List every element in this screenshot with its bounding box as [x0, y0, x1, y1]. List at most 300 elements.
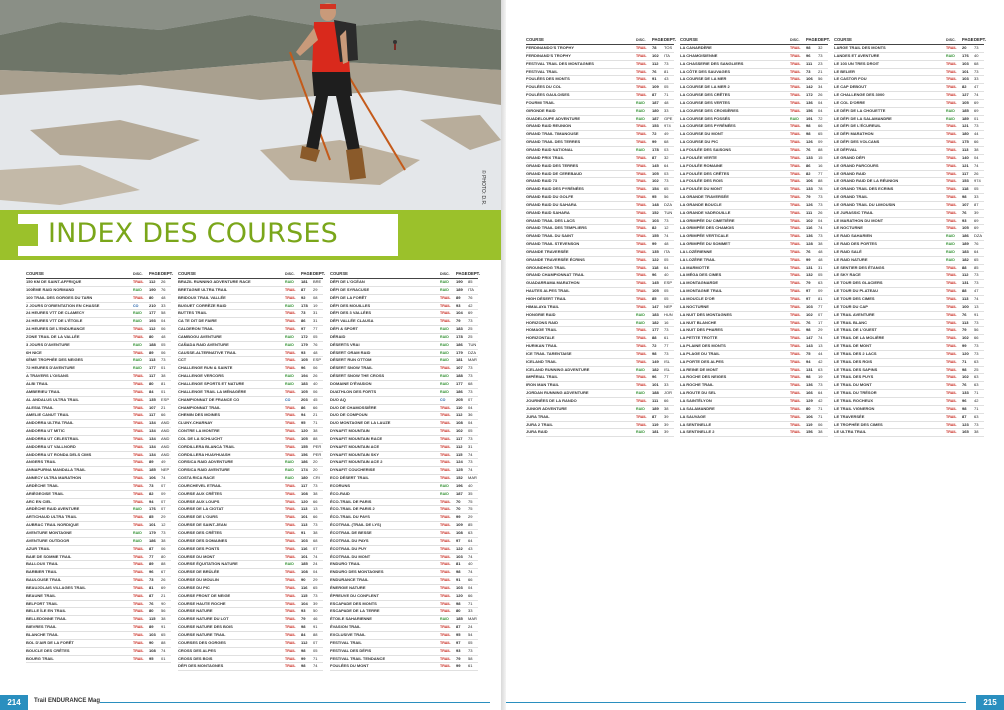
course-discipline: TRAIL: [133, 617, 144, 622]
course-dept: 74: [974, 162, 979, 168]
course-page: 87: [149, 545, 154, 551]
course-discipline: TRAIL: [440, 562, 451, 567]
course-discipline: TRAIL: [440, 515, 451, 520]
course-name: DYNAFIT COUCHERISE: [330, 467, 376, 473]
course-page: 113: [149, 357, 156, 363]
course-dept: 19: [818, 374, 823, 380]
course-dept: 66: [313, 404, 318, 410]
index-row: [330, 342, 478, 350]
course-name: ZONE TRAIL DE LA VALLÉE: [26, 333, 80, 339]
course-page: 106: [806, 178, 813, 184]
course-page: 87: [456, 624, 461, 630]
index-row: [834, 155, 984, 163]
index-row: [526, 422, 674, 430]
course-name: CLUNY-CHARNAY: [178, 420, 213, 426]
course-discipline: RAID: [285, 334, 294, 339]
course-dept: 38: [313, 428, 318, 434]
course-discipline: CO: [440, 397, 446, 402]
course-name: CORSICA RAID ADVENTURE: [178, 459, 234, 465]
course-discipline: TRAIL: [636, 297, 647, 301]
course-name: 24 HEURES VTT DE L'ÉTOILE: [26, 318, 83, 324]
course-dept: 87: [974, 201, 979, 207]
course-dept: 04: [818, 107, 823, 113]
course-name: AMBERIEU TRAIL: [26, 388, 61, 394]
course-dept: DZA: [468, 349, 476, 355]
course-dept: 88: [313, 435, 318, 441]
course-dept: 71: [313, 420, 318, 426]
course-dept: 40: [468, 482, 473, 488]
course-dept: 29: [161, 514, 166, 520]
course-dept: 63: [974, 374, 979, 380]
course-discipline: TRAIL: [440, 656, 451, 661]
course-discipline: TRAIL: [440, 546, 451, 551]
course-page: 88: [962, 264, 967, 270]
index-row: [330, 412, 478, 420]
course-dept: 73: [818, 194, 823, 200]
course-discipline: RAID: [946, 249, 955, 254]
index-row: [834, 257, 984, 265]
index-row: [680, 163, 828, 171]
course-dept: 07: [468, 396, 473, 402]
course-name: GRAND TRAIL DES LACS: [526, 217, 575, 223]
course-dept: ISL: [664, 366, 671, 372]
course-dept: 73: [161, 530, 166, 535]
column-header: [680, 36, 828, 45]
course-discipline: TRAIL: [636, 61, 647, 66]
course-dept: PER: [313, 451, 322, 457]
course-page: 100: [962, 303, 969, 309]
index-row: [680, 233, 828, 241]
course-discipline: TRAIL: [790, 297, 801, 301]
index-row: [178, 326, 323, 334]
course-discipline: TRAIL: [440, 601, 451, 606]
index-row: [680, 367, 828, 375]
course-name: LE BELIER: [834, 68, 855, 74]
course-page: 135: [149, 396, 156, 402]
course-page: 179: [149, 530, 156, 535]
index-row: [330, 475, 478, 483]
course-name: LE COL D'ORRE: [834, 99, 866, 105]
course-name: DÉFI DE SYRACUSE: [330, 286, 370, 292]
course-name: COURSE NATURE DU LOT: [178, 616, 229, 622]
course-page: 147: [806, 335, 813, 341]
index-row: [526, 374, 674, 382]
course-dept: 06: [313, 365, 318, 371]
course-dept: 04: [313, 569, 318, 575]
course-discipline: TRAIL: [946, 383, 957, 388]
course-discipline: TRAIL: [285, 664, 296, 669]
course-page: 155: [652, 233, 659, 239]
course-name: BARBIER TRAIL: [26, 569, 58, 575]
course-dept: 68: [664, 139, 669, 145]
course-dept: 74: [974, 296, 979, 301]
course-page: 172: [301, 333, 308, 339]
course-discipline: TRAIL: [790, 320, 801, 325]
course-dept: 74: [313, 663, 318, 669]
course-discipline: TRAIL: [133, 476, 144, 481]
index-row: [526, 108, 674, 116]
course-dept: 74: [468, 569, 473, 575]
course-dept: 05: [313, 333, 318, 339]
course-name: ÉCO-TRAIL DE PARIS: [330, 498, 372, 504]
course-dept: 78: [818, 186, 823, 192]
course-page: 106: [149, 475, 156, 481]
course-page: 131: [806, 264, 813, 270]
course-discipline: TRAIL: [133, 578, 144, 583]
course-name: DÉFI DES 3 VALLÉES: [330, 310, 372, 316]
course-page: 112: [456, 412, 463, 418]
course-page: 111: [652, 397, 659, 403]
course-page: 106: [806, 413, 813, 419]
course-dept: 26: [161, 279, 166, 284]
course-dept: 38: [974, 146, 979, 152]
course-dept: 66: [313, 514, 318, 520]
course-page: 87: [652, 154, 657, 160]
course-name: ENDURO TRAIL: [330, 561, 361, 567]
course-page: 103: [962, 60, 969, 66]
course-discipline: TRAIL: [636, 375, 647, 380]
course-name: COURSE DU MOULIN: [178, 577, 219, 583]
course-discipline: TRAIL: [285, 531, 296, 535]
course-dept: 29: [818, 327, 823, 333]
course-discipline: TRAIL: [285, 538, 296, 543]
course-dept: 31: [468, 443, 473, 449]
course-discipline: TRAIL: [636, 46, 647, 50]
index-row: [680, 225, 828, 233]
course-dept: 73: [468, 388, 473, 394]
course-page: 182: [652, 366, 659, 372]
course-page: 172: [806, 92, 813, 98]
course-dept: 74: [161, 475, 166, 481]
index-row: [526, 257, 674, 265]
course-dept: 42: [818, 397, 823, 403]
index-row: [330, 499, 478, 507]
course-name: LA PLAINE DES MONTS: [680, 343, 726, 349]
course-dept: 81: [161, 380, 166, 386]
course-name: LA CÔTE DES SAUVAGES: [680, 68, 731, 74]
index-row: [834, 61, 984, 69]
course-name: DÉSERT ORAM RAID: [330, 349, 371, 355]
index-row: [330, 663, 478, 671]
course-page: 93: [301, 349, 306, 355]
course-page: 106: [806, 76, 813, 82]
course-name: DUO DE COMPOUN: [330, 412, 368, 418]
course-page: 188: [456, 373, 463, 379]
course-discipline: TRAIL: [636, 249, 647, 254]
course-discipline: TRAIL: [133, 554, 144, 559]
course-page: 99: [456, 514, 461, 520]
course-name: CHAMPIONNAT TRAIL: [178, 404, 221, 410]
course-dept: 74: [468, 553, 473, 559]
course-dept: 71: [818, 405, 823, 411]
column-header: [26, 270, 171, 279]
index-row: [834, 218, 984, 226]
course-discipline: TRAIL: [946, 61, 957, 66]
course-dept: 13: [313, 506, 318, 512]
index-row: [834, 76, 984, 84]
index-row: [680, 100, 828, 108]
course-name: BELLE ÎLE EN TRAIL: [26, 608, 66, 614]
course-discipline: TRAIL: [790, 257, 801, 262]
course-page: 203: [301, 396, 308, 402]
course-discipline: TRAIL: [285, 287, 296, 292]
index-row: [178, 608, 323, 616]
course-discipline: TRAIL: [946, 46, 957, 50]
course-page: 126: [806, 201, 813, 207]
course-name: AVENTURE OUTDOOR: [26, 537, 70, 543]
course-page: 181: [301, 279, 308, 284]
course-page: 177: [652, 327, 659, 333]
course-dept: 73: [974, 68, 979, 74]
index-row: [834, 343, 984, 351]
course-dept: 05: [664, 288, 669, 294]
index-row: [834, 210, 984, 218]
course-dept: ISL: [664, 358, 671, 364]
course-name: LE TRAIL DE MONT: [834, 343, 872, 349]
course-discipline: TRAIL: [440, 531, 451, 535]
course-dept: 05: [161, 341, 166, 347]
left-footer: [0, 695, 501, 710]
course-discipline: RAID: [133, 319, 142, 324]
course-page: 109: [652, 84, 659, 90]
course-page: 110: [456, 404, 463, 410]
course-dept: 13: [974, 303, 979, 309]
course-name: BEAUJOLAIS VILLAGES TRAIL: [26, 584, 86, 590]
index-row: [526, 123, 674, 131]
index-row: [834, 249, 984, 257]
course-discipline: TRAIL: [946, 163, 957, 168]
index-row: [526, 272, 674, 280]
course-dept: 24: [468, 624, 473, 630]
course-discipline: TRAIL: [285, 429, 296, 434]
course-discipline: RAID: [285, 381, 294, 386]
index-row: [26, 640, 171, 648]
course-page: 105: [652, 170, 659, 176]
course-discipline: RAID: [133, 531, 142, 535]
course-page: 85: [652, 296, 657, 301]
index-row: [834, 406, 984, 414]
course-discipline: TRAIL: [133, 609, 144, 614]
course-page: 98: [652, 350, 657, 356]
course-page: 98: [962, 366, 967, 372]
course-dept: 07: [313, 545, 318, 551]
course-dept: 69: [974, 225, 979, 231]
course-name: FESTIVAL DES DÉFIS: [330, 647, 372, 653]
course-discipline: TRAIL: [946, 179, 957, 184]
course-dept: 40: [664, 272, 669, 278]
course-name: LA SENTINELLE 2: [680, 429, 715, 435]
course-discipline: TRAIL: [285, 366, 296, 371]
course-name: FESTIVAL TRAIL DES MONTAGNES: [526, 60, 594, 66]
course-page: 127: [962, 92, 969, 98]
course-discipline: TRAIL: [133, 280, 144, 284]
course-name: CHALLENGE RUN & SAINTE: [178, 365, 233, 371]
course-name: LA GRIMPÉE DU SOMMET: [680, 241, 731, 247]
index-row: [680, 249, 828, 257]
course-name: DYNAFIT MOUNTAIN SKY: [330, 451, 380, 457]
course-dept: MAR: [468, 357, 477, 363]
index-row: [178, 522, 323, 530]
course-page: 99: [806, 256, 811, 262]
course-dept: 58: [468, 655, 473, 661]
course-name: LE TRAIL AVENTURE: [834, 311, 875, 317]
course-dept: 73: [468, 365, 473, 371]
course-name: A TRAVERS L'OISANS: [26, 373, 69, 379]
index-row: [330, 648, 478, 656]
index-row: [526, 147, 674, 155]
course-discipline: RAID: [636, 312, 645, 317]
course-dept: 90: [161, 600, 166, 606]
course-discipline: TRAIL: [946, 398, 957, 403]
course-dept: DZA: [974, 233, 982, 239]
course-dept: 85: [468, 279, 473, 284]
index-row: [680, 131, 828, 139]
course-name: COURSE DE L'OURS: [178, 514, 218, 520]
course-discipline: TRAIL: [440, 554, 451, 559]
course-discipline: TRAIL: [636, 344, 647, 349]
course-name: 24 HEURES DE L'ENDURANCE: [26, 326, 85, 332]
course-page: 102: [962, 335, 969, 341]
course-name: LE TOUR DES GLACIERS: [834, 280, 883, 286]
course-name: LA GRIMPÉE DES CHAMOIS: [680, 225, 735, 231]
course-dept: 04: [818, 99, 823, 105]
course-name: ÉTOILE SAHARIENNE: [330, 616, 372, 622]
index-row: [680, 84, 828, 92]
course-discipline: TRAIL: [133, 648, 144, 653]
header-dept: DEPT.: [664, 37, 676, 42]
course-discipline: TRAIL: [946, 202, 957, 207]
course-discipline: TRAIL: [946, 77, 957, 82]
course-name: GRAND TRAIL DES TEMPLIERS: [526, 225, 587, 231]
course-name: FOULÉES DU MONT: [330, 663, 369, 669]
course-dept: 47: [974, 288, 979, 294]
course-name: LE RAID SAHARIEN: [834, 233, 873, 239]
course-dept: 06: [161, 326, 166, 332]
course-name: COURSE ÉQUITATION NATURE: [178, 561, 238, 567]
course-discipline: TRAIL: [440, 625, 451, 630]
course-page: 84: [301, 631, 306, 637]
index-row: [26, 295, 171, 303]
course-dept: 68: [974, 60, 979, 66]
course-page: 194: [301, 373, 308, 379]
index-row: [680, 53, 828, 61]
course-dept: 29: [313, 286, 318, 292]
header-page: PAGE: [962, 37, 974, 42]
index-row: [330, 287, 478, 295]
course-dept: 04: [161, 318, 166, 324]
course-name: HAUTES ALPES TRAIL: [526, 288, 570, 294]
course-page: 112: [149, 326, 156, 332]
course-dept: 71: [664, 92, 669, 98]
course-discipline: TRAIL: [946, 171, 957, 176]
course-dept: 43: [468, 545, 473, 551]
index-row: [680, 45, 828, 53]
index-row: [178, 491, 323, 499]
index-row: [178, 279, 323, 287]
course-discipline: TRAIL: [790, 132, 801, 137]
course-name: DUO AQ: [330, 396, 346, 402]
course-name: FOULÉES DU COL: [526, 84, 562, 90]
course-dept: 77: [664, 343, 669, 349]
course-page: 80: [149, 294, 154, 300]
course-page: 112: [301, 639, 308, 645]
course-dept: AND: [161, 443, 170, 449]
course-dept: 73: [974, 280, 979, 286]
course-dept: 07: [161, 482, 166, 488]
course-page: 98: [806, 374, 811, 380]
course-page: 93: [456, 302, 461, 308]
index-row: [834, 390, 984, 398]
course-dept: 38: [161, 537, 166, 543]
course-page: 108: [301, 569, 308, 575]
course-name: LA GRIMPÉE DU CIMETIÈRE: [680, 217, 735, 223]
course-discipline: TRAIL: [440, 429, 451, 434]
course-page: 145: [652, 162, 659, 168]
index-row: [26, 585, 171, 593]
course-discipline: TRAIL: [636, 187, 647, 192]
index-row: [330, 381, 478, 389]
index-row: [330, 514, 478, 522]
index-row: [526, 265, 674, 273]
course-page: 126: [806, 139, 813, 145]
course-name: HOMAGE TRAIL: [526, 327, 557, 333]
course-discipline: TRAIL: [285, 585, 296, 590]
course-page: 119: [652, 421, 659, 427]
course-dept: 24: [313, 561, 318, 567]
index-row: [680, 147, 828, 155]
index-row: [178, 436, 323, 444]
course-discipline: TRAIL: [636, 202, 647, 207]
header-course: COURSE: [26, 271, 44, 276]
course-page: 181: [652, 429, 659, 435]
course-page: 187: [456, 490, 463, 496]
course-page: 122: [652, 256, 659, 262]
course-discipline: TRAIL: [440, 609, 451, 614]
course-discipline: RAID: [133, 538, 142, 543]
course-discipline: TRAIL: [133, 570, 144, 575]
index-row: [680, 320, 828, 328]
course-discipline: TRAIL: [636, 53, 647, 58]
course-name: CHEMIN DES MOINES: [178, 412, 221, 418]
course-page: 70: [456, 506, 461, 512]
course-page: 89: [149, 624, 154, 630]
course-discipline: TRAIL: [946, 140, 957, 145]
course-page: 76: [652, 68, 657, 74]
course-page: 177: [456, 380, 463, 386]
index-row: [680, 69, 828, 77]
course-page: 105: [301, 357, 308, 363]
index-row: [526, 249, 674, 257]
course-dept: 76: [468, 294, 473, 300]
course-discipline: TRAIL: [946, 132, 957, 137]
course-discipline: TRAIL: [133, 327, 144, 332]
course-page: 179: [301, 341, 308, 347]
course-page: 87: [652, 413, 657, 419]
course-name: LA PLAGE DU TRAIL: [680, 350, 720, 356]
index-row: [178, 593, 323, 601]
index-row: [178, 467, 323, 475]
course-dept: 05: [664, 256, 669, 262]
course-name: JURA TRAIL: [526, 413, 550, 419]
course-dept: 01: [161, 365, 166, 371]
course-dept: 26: [161, 577, 166, 583]
index-row: [526, 139, 674, 147]
course-page: 98: [962, 405, 967, 411]
course-dept: 61: [664, 335, 669, 341]
course-dept: 71: [974, 405, 979, 411]
course-name: LA FOULÉE DES SAISONS: [680, 146, 731, 152]
index-row: [330, 585, 478, 593]
